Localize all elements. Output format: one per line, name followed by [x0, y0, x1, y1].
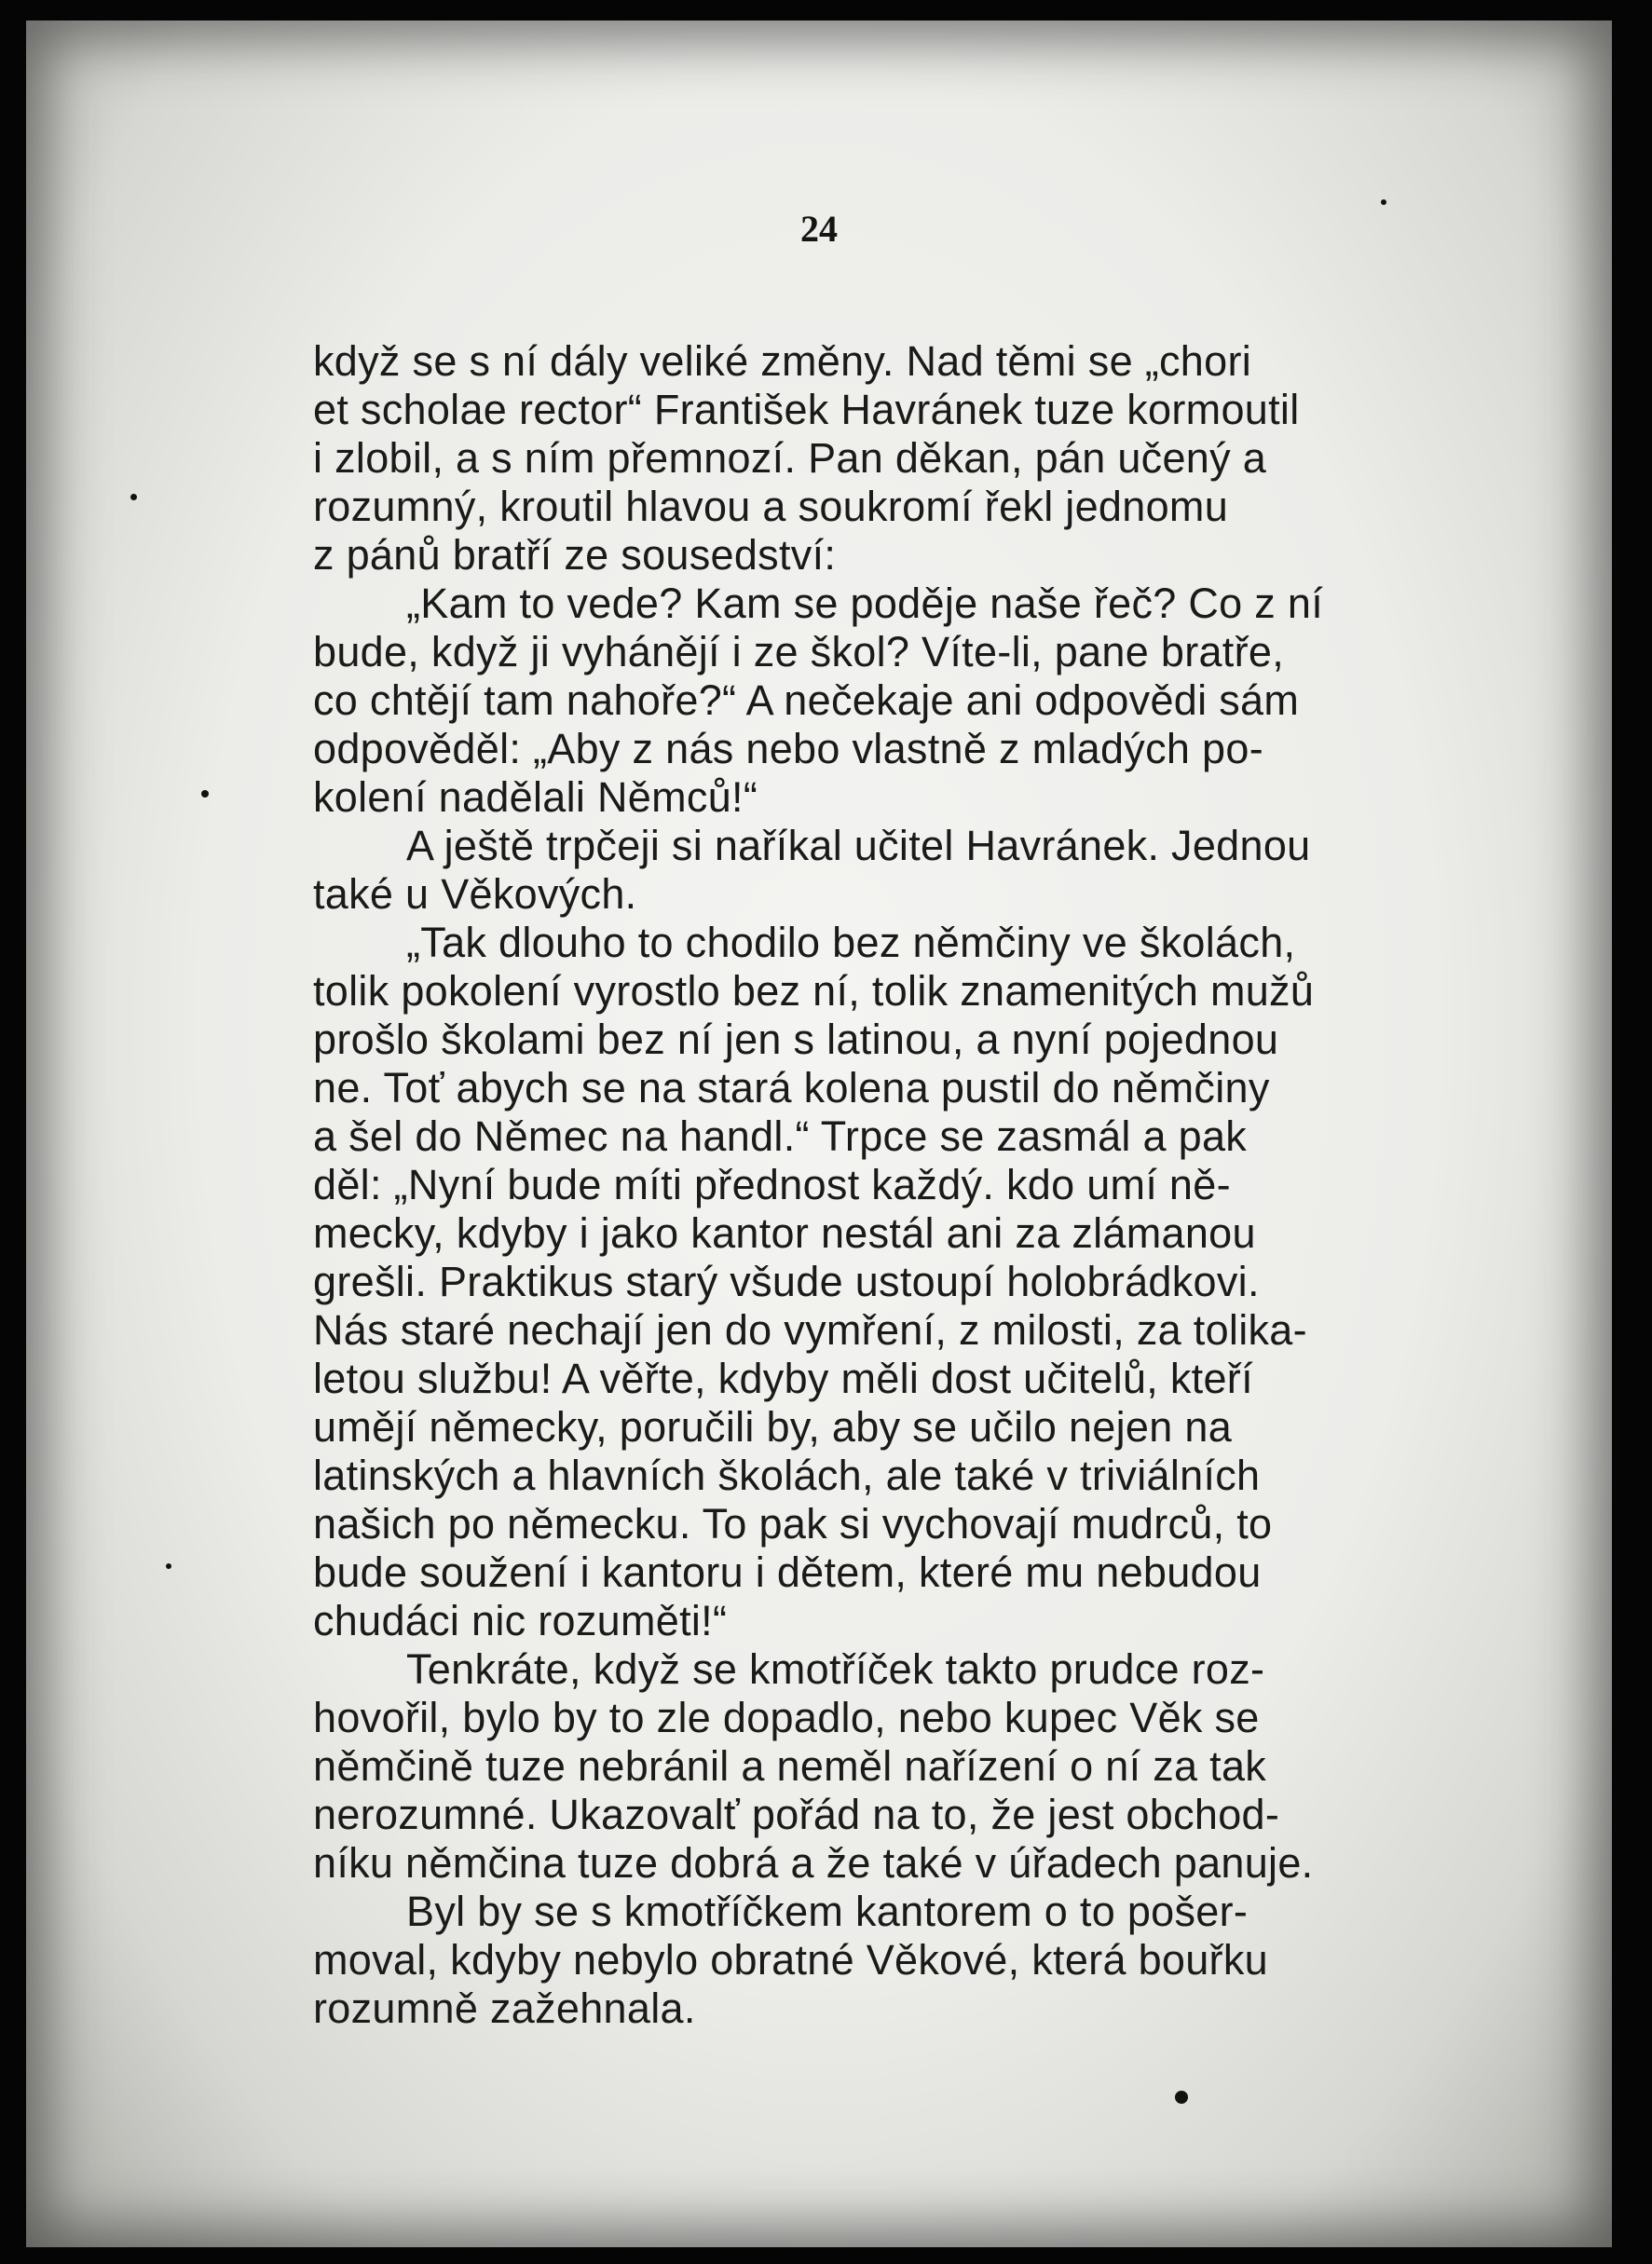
text-line: A ještě trpčeji si naříkal učitel Havránek. Jednou — [406, 822, 1311, 869]
text-line: „Tak dlouho to chodilo bez němčiny ve školách, — [406, 919, 1296, 966]
text-line: Byl by se s kmotříčkem kantorem o to pošer- — [406, 1888, 1249, 1935]
text-line: tolik pokolení vyrostlo bez ní, tolik znamenitých mužů — [313, 967, 1315, 1015]
text-line: chudáci nic rozuměti!“ — [313, 1597, 728, 1644]
text-line: děl: „Nyní bude míti přednost každý. kdo umí ně- — [313, 1161, 1231, 1208]
paragraph — [313, 1888, 1532, 2033]
text-line: letou službu! A věřte, kdyby měli dost učitelů, kteří — [313, 1355, 1253, 1402]
body-text — [313, 337, 1532, 2033]
text-line: grešli. Praktikus starý všude ustoupí holobrádkovi. — [313, 1258, 1260, 1305]
text-line: i zlobil, a s ním přemnozí. Pan děkan, pán učený a — [313, 434, 1267, 482]
text-line: co chtějí tam nahoře?“ A nečekaje ani odpovědi sám — [313, 676, 1300, 724]
text-line: moval, kdyby nebylo obratné Věkové, která bouřku — [313, 1936, 1268, 1984]
text-line: z pánů bratří ze sousedství: — [313, 531, 837, 579]
text-line: bude, když ji vyhánějí i ze škol? Víte-li, pane bratře, — [313, 628, 1285, 675]
text-line: nerozumné. Ukazovalť pořád na to, že jest obchod- — [313, 1791, 1280, 1838]
paragraph — [313, 580, 1532, 822]
paragraph — [313, 822, 1532, 919]
text-line: hovořil, bylo by to zle dopadlo, nebo kupec Věk se — [313, 1694, 1260, 1741]
text-line: umějí německy, poručili by, aby se učilo nejen na — [313, 1403, 1233, 1451]
dust-speck — [201, 790, 209, 798]
paragraph — [313, 1645, 1532, 1888]
text-line: mecky, kdyby i jako kantor nestál ani za zlámanou — [313, 1209, 1256, 1257]
dust-speck — [130, 494, 137, 500]
dust-speck — [1381, 199, 1386, 205]
dust-speck — [1175, 2091, 1188, 2104]
page-number: 24 — [800, 208, 838, 250]
text-line: když se s ní dály veliké změny. Nad těmi se „chori — [313, 337, 1252, 385]
text-line: němčině tuze nebránil a neměl nařízení o ní za tak — [313, 1742, 1267, 1790]
text-line: kolení nadělali Němců!“ — [313, 773, 758, 821]
dust-speck — [166, 1563, 171, 1569]
text-line: také u Věkových. — [313, 870, 637, 918]
text-line: níku němčina tuze dobrá a že také v úřadech panuje. — [313, 1839, 1314, 1887]
text-line: bude soužení i kantoru i dětem, které mu nebudou — [313, 1548, 1262, 1596]
text-line: rozumný, kroutil hlavou a soukromí řekl jednomu — [313, 483, 1229, 530]
text-line: Tenkráte, když se kmotříček takto prudce roz- — [406, 1645, 1265, 1693]
text-line: našich po německu. To pak si vychovají mudrců, to — [313, 1500, 1273, 1548]
text-line: latinských a hlavních školách, ale také v triviálních — [313, 1452, 1261, 1499]
text-line: odpověděl: „Aby z nás nebo vlastně z mladých po- — [313, 725, 1263, 772]
paragraph — [313, 337, 1532, 580]
text-line: prošlo školami bez ní jen s latinou, a nyní pojednou — [313, 1016, 1279, 1063]
text-line: ne. Toť abych se na stará kolena pustil do němčiny — [313, 1064, 1270, 1112]
text-line: Nás staré nechají jen do vymření, z milosti, za tolika- — [313, 1306, 1307, 1354]
book-page — [26, 20, 1612, 2247]
text-line: rozumně zažehnala. — [313, 1984, 696, 2032]
text-line: et scholae rector“ František Havránek tuze kormoutil — [313, 386, 1300, 433]
paragraph — [313, 919, 1532, 1645]
text-line: „Kam to vede? Kam se poděje naše řeč? Co z ní — [406, 580, 1324, 627]
text-line: a šel do Němec na handl.“ Trpce se zasmál a pak — [313, 1112, 1248, 1160]
